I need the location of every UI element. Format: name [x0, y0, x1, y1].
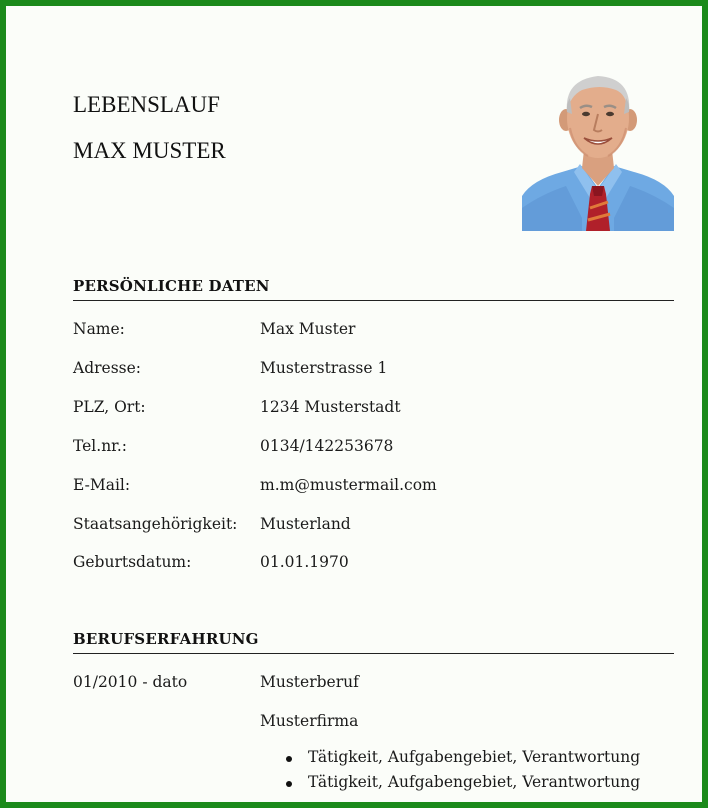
document-title: LEBENSLAUF — [73, 92, 220, 117]
info-value: 01.01.1970 — [260, 553, 349, 571]
experience-company-row — [73, 712, 683, 734]
section-heading-experience: BERUFSERFAHRUNG — [73, 630, 674, 654]
task-item — [286, 773, 640, 798]
experience-company: Musterfirma — [260, 712, 359, 730]
task-item — [286, 748, 640, 773]
bullet-icon — [286, 781, 292, 787]
info-label: Name: — [73, 320, 125, 338]
info-value: Musterstrasse 1 — [260, 359, 388, 377]
info-label: Adresse: — [73, 359, 142, 377]
task-text: Tätigkeit, Aufgabengebiet, Verantwortung — [308, 773, 641, 791]
bullet-icon — [286, 756, 292, 762]
info-row-city — [73, 398, 683, 420]
person-name: MAX MUSTER — [73, 138, 226, 163]
task-text: Tätigkeit, Aufgabengebiet, Verantwortung — [308, 748, 641, 766]
info-label: Tel.nr.: — [73, 437, 128, 455]
info-row-address — [73, 359, 683, 381]
info-label: Geburtsdatum: — [73, 553, 192, 571]
task-list — [286, 748, 640, 798]
info-value: m.m@mustermail.com — [260, 476, 437, 494]
info-value: Musterland — [260, 515, 351, 533]
experience-job: Musterberuf — [260, 673, 359, 691]
info-label: E-Mail: — [73, 476, 131, 494]
info-value: 1234 Musterstadt — [260, 398, 401, 416]
info-label: Staatsangehörigkeit: — [73, 515, 238, 533]
section-heading-personal: PERSÖNLICHE DATEN — [73, 277, 674, 301]
info-label: PLZ, Ort: — [73, 398, 146, 416]
info-row-birthdate — [73, 553, 683, 575]
info-row-nationality — [73, 515, 683, 537]
portrait-photo — [522, 68, 674, 231]
info-row-name — [73, 320, 683, 342]
experience-entry — [73, 673, 683, 695]
info-value: 0134/142253678 — [260, 437, 394, 455]
info-row-phone — [73, 437, 683, 459]
info-row-email — [73, 476, 683, 498]
portrait-photo-icon — [522, 68, 674, 231]
info-value: Max Muster — [260, 320, 356, 338]
experience-period: 01/2010 - dato — [73, 673, 188, 691]
